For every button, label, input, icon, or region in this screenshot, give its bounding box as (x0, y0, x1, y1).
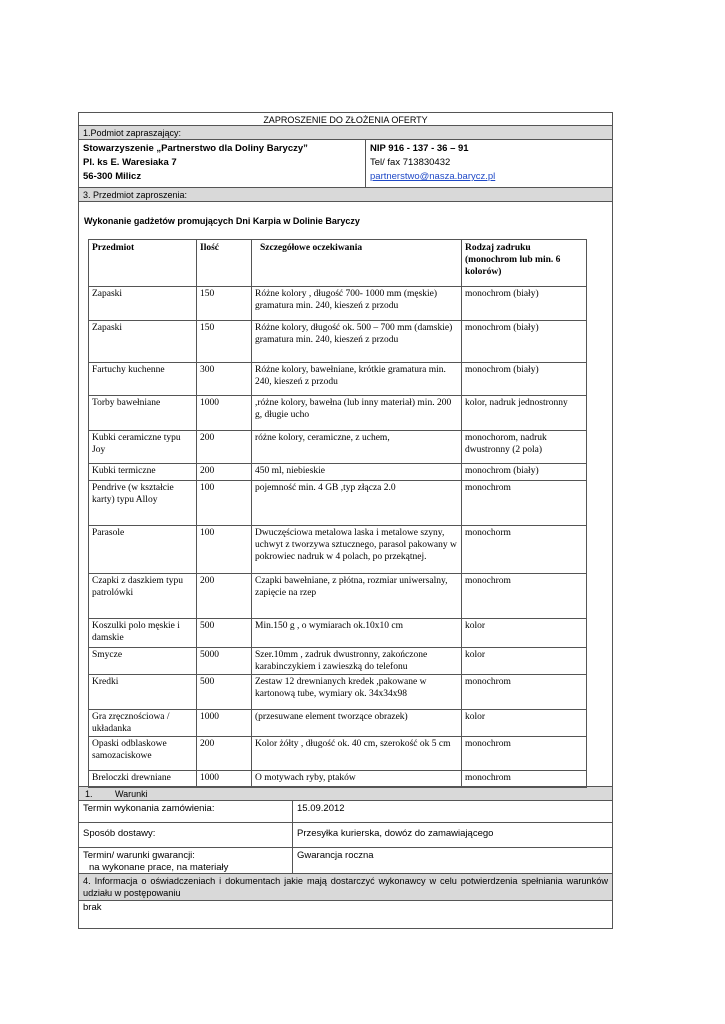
item-name: Kubki termiczne (89, 464, 197, 481)
subject-section (78, 202, 613, 787)
item-row (89, 574, 587, 619)
condition-row (78, 801, 613, 823)
item-print-type: monochrom (biały) (462, 287, 587, 321)
item-print-type: kolor (462, 619, 587, 648)
item-print-type: monochrom (biały) (462, 321, 587, 363)
item-details: Czapki bawełniane, z płótna, rozmiar uniwersalny, zapięcie na rzep (252, 574, 462, 619)
item-row (89, 431, 587, 464)
item-name: Gra zręcznościowa / układanka (89, 710, 197, 737)
item-row (89, 363, 587, 396)
condition-key (79, 848, 293, 873)
item-quantity: 150 (197, 321, 252, 363)
item-print-type: monochrom (biały) (462, 363, 587, 396)
item-print-type: monochrom (462, 737, 587, 771)
item-quantity: 200 (197, 737, 252, 771)
item-print-type: kolor, nadruk jednostronny (462, 396, 587, 431)
condition-key: Sposób dostawy: (79, 823, 293, 847)
item-details: Zestaw 12 drewnianych kredek ,pakowane w kartonową tube, wymiary ok. 34x34x98 (252, 675, 462, 710)
condition-key: Termin wykonania zamówienia: (79, 801, 293, 822)
item-details: ,różne kolory, bawełna (lub inny materiał) min. 200 g, długie ucho (252, 396, 462, 431)
col-header-details: Szczegółowe oczekiwania (252, 240, 462, 287)
section4-header: 4. Informacja o oświadczeniach i dokumentach jakie mają dostarczyć wykonawcy w celu potwierdzenia spełniania warunków udziału w postępowaniu (78, 874, 613, 901)
conditions-title: Warunki (115, 789, 148, 799)
condition-row (78, 848, 613, 874)
items-table (88, 239, 587, 788)
document-title: ZAPROSZENIE DO ZŁOŻENIA OFERTY (78, 112, 613, 126)
condition-row (78, 823, 613, 848)
item-row (89, 481, 587, 526)
email-link[interactable]: partnerstwo@nasza.barycz.pl (370, 171, 496, 182)
item-details: Różne kolory , długość 700- 1000 mm (męskie) gramatura min. 240, kieszeń z przodu (252, 287, 462, 321)
item-details: Różne kolory, bawełniane, krótkie gramatura min. 240, kieszeń z przodu (252, 363, 462, 396)
item-name: Zapaski (89, 321, 197, 363)
items-table-header (89, 240, 587, 287)
organization-address (79, 140, 366, 187)
item-details: O motywach ryby, ptaków (252, 771, 462, 788)
item-name: Kubki ceramiczne typu Joy (89, 431, 197, 464)
conditions-number: 1. (85, 789, 93, 799)
item-quantity: 500 (197, 619, 252, 648)
subject-title: Wykonanie gadżetów promujących Dni Karpia w Dolinie Baryczy (84, 216, 360, 226)
item-print-type: kolor (462, 648, 587, 675)
item-quantity: 150 (197, 287, 252, 321)
item-details: Dwuczęściowa metalowa laska i metalowe szyny, uchwyt z tworzywa sztucznego, parasol pakowany w pokrowiec nadruk w 4 polach, po przekątnej. (252, 526, 462, 574)
item-print-type: monochorm (462, 526, 587, 574)
organization-city: 56-300 Milicz (83, 171, 142, 182)
item-name: Czapki z daszkiem typu patrolówki (89, 574, 197, 619)
item-row (89, 396, 587, 431)
item-details: Min.150 g , o wymiarach ok.10x10 cm (252, 619, 462, 648)
item-quantity: 200 (197, 464, 252, 481)
phone-fax: Tel/ fax 713830432 (370, 157, 451, 168)
item-row (89, 737, 587, 771)
item-row (89, 710, 587, 737)
item-quantity: 200 (197, 431, 252, 464)
item-quantity: 1000 (197, 710, 252, 737)
item-name: Koszulki polo męskie i damskie (89, 619, 197, 648)
item-name: Parasole (89, 526, 197, 574)
section1-header: 1.Podmiot zapraszający: (78, 126, 613, 140)
item-quantity: 300 (197, 363, 252, 396)
item-row (89, 526, 587, 574)
item-details: 450 ml, niebieskie (252, 464, 462, 481)
item-print-type: monochrom (462, 771, 587, 788)
offer-document (78, 112, 613, 929)
item-name: Kredki (89, 675, 197, 710)
condition-value: Gwarancja roczna (297, 850, 374, 861)
item-name: Opaski odblaskowe samozaciskowe (89, 737, 197, 771)
item-name: Breloczki drewniane (89, 771, 197, 788)
item-print-type: monochrom (462, 481, 587, 526)
organization-street: Pl. ks E. Waresiaka 7 (83, 157, 177, 168)
item-name: Torby bawełniane (89, 396, 197, 431)
item-row (89, 321, 587, 363)
item-row (89, 675, 587, 710)
item-quantity: 200 (197, 574, 252, 619)
col-header-item: Przedmiot (89, 240, 197, 287)
item-quantity: 1000 (197, 396, 252, 431)
item-quantity: 100 (197, 481, 252, 526)
item-row (89, 771, 587, 788)
item-quantity: 500 (197, 675, 252, 710)
item-row (89, 619, 587, 648)
item-row (89, 287, 587, 321)
item-name: Fartuchy kuchenne (89, 363, 197, 396)
condition-value: Przesyłka kurierska, dowóz do zamawiającego (297, 828, 494, 839)
item-print-type: monochrom (462, 574, 587, 619)
col-header-print: Rodzaj zadruku (monochrom lub min. 6 kolorów) (462, 240, 587, 287)
item-details: pojemność min. 4 GB ,typ złącza 2.0 (252, 481, 462, 526)
item-print-type: monochrom (biały) (462, 464, 587, 481)
section4-value: brak (78, 901, 613, 929)
item-details: Różne kolory, długość ok. 500 – 700 mm (damskie) gramatura min. 240, kieszeń z przodu (252, 321, 462, 363)
item-details: różne kolory, ceramiczne, z uchem, (252, 431, 462, 464)
warranty-label: Termin/ warunki gwarancji: (83, 850, 195, 861)
organization-contact (366, 140, 612, 187)
nip-number: NIP 916 - 137 - 36 – 91 (370, 143, 469, 154)
section3-header: 3. Przedmiot zaproszenia: (78, 188, 613, 202)
item-details: Szer.10mm , zadruk dwustronny, zakończone karabinczykiem i zawieszką do telefonu (252, 648, 462, 675)
item-quantity: 100 (197, 526, 252, 574)
item-row (89, 648, 587, 675)
item-quantity: 5000 (197, 648, 252, 675)
condition-value: 15.09.2012 (297, 803, 345, 814)
item-name: Smycze (89, 648, 197, 675)
item-print-type: monochorom, nadruk dwustronny (2 pola) (462, 431, 587, 464)
item-print-type: kolor (462, 710, 587, 737)
item-row (89, 464, 587, 481)
col-header-quantity: Ilość (197, 240, 252, 287)
item-name: Zapaski (89, 287, 197, 321)
item-name: Pendrive (w kształcie karty) typu Alloy (89, 481, 197, 526)
item-quantity: 1000 (197, 771, 252, 788)
warranty-sublabel: na wykonane prace, na materiały (89, 862, 229, 873)
conditions-header (78, 787, 613, 801)
item-details: (przesuwane element tworzące obrazek) (252, 710, 462, 737)
item-print-type: monochrom (462, 675, 587, 710)
party-details (78, 140, 613, 188)
organization-name: Stowarzyszenie „Partnerstwo dla Doliny Baryczy” (83, 143, 308, 154)
item-details: Kolor żółty , długość ok. 40 cm, szerokość ok 5 cm (252, 737, 462, 771)
